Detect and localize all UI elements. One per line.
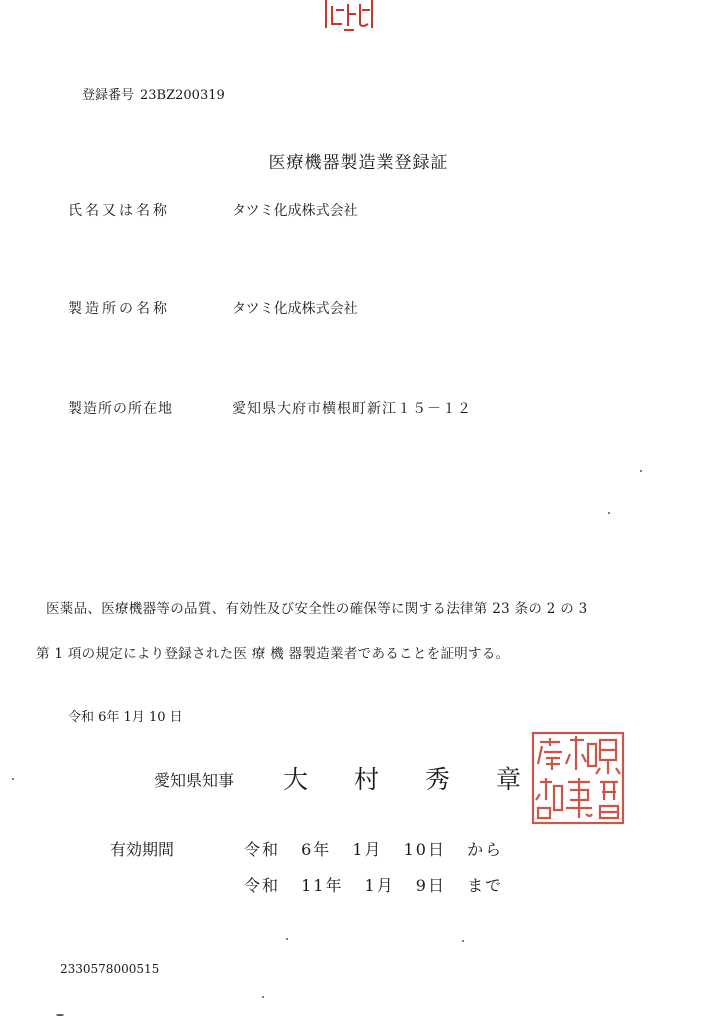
registration-value: 23BZ200319 <box>140 88 225 103</box>
validity-label: 有効期間 <box>110 840 175 859</box>
validity-from: 令和 6年 1月 10日 から <box>244 840 504 859</box>
governor-official-seal <box>530 730 626 826</box>
issue-date: 令和 6年 1月 10 日 <box>68 710 183 725</box>
field-label-name: 氏名又は名称 <box>68 203 170 219</box>
validity-to: 令和 11年 1月 9日 まで <box>244 876 504 895</box>
document-title: 医療機器製造業登録証 <box>268 153 449 173</box>
registration-number <box>82 84 225 103</box>
scan-speck <box>462 940 464 942</box>
top-seal-stamp <box>322 0 376 32</box>
scan-speck <box>640 470 642 472</box>
scan-speck <box>56 1014 64 1016</box>
issuer-name-char: 章 <box>496 765 522 794</box>
issuer-name <box>283 760 567 796</box>
field-label-facility-name: 製造所の名称 <box>68 301 170 317</box>
issuer-name-char: 大 <box>283 765 309 794</box>
field-label-facility-address: 製造所の所在地 <box>68 401 173 417</box>
issuer-name-char: 村 <box>354 765 380 794</box>
scan-speck <box>608 512 610 514</box>
scan-speck <box>262 996 264 998</box>
issuer-name-char: 秀 <box>425 765 451 794</box>
scan-speck <box>286 938 288 940</box>
issuer-title: 愛知県知事 <box>154 771 235 790</box>
certification-text-line1: 医薬品、医療機器等の品質、有効性及び安全性の確保等に関する法律第 23 条の 2 の 3 <box>46 601 588 617</box>
field-value-facility-address: 愛知県大府市横根町新江１５－１２ <box>232 401 472 417</box>
scan-speck <box>12 778 14 780</box>
footer-code: 2330578000515 <box>60 962 160 976</box>
field-value-name: タツミ化成株式会社 <box>232 203 358 219</box>
field-value-facility-name: タツミ化成株式会社 <box>232 301 358 317</box>
certification-text-line2: 第 1 項の規定により登録された医 療 機 器製造業者であることを証明する。 <box>36 646 510 662</box>
registration-label: 登録番号 <box>82 88 135 103</box>
